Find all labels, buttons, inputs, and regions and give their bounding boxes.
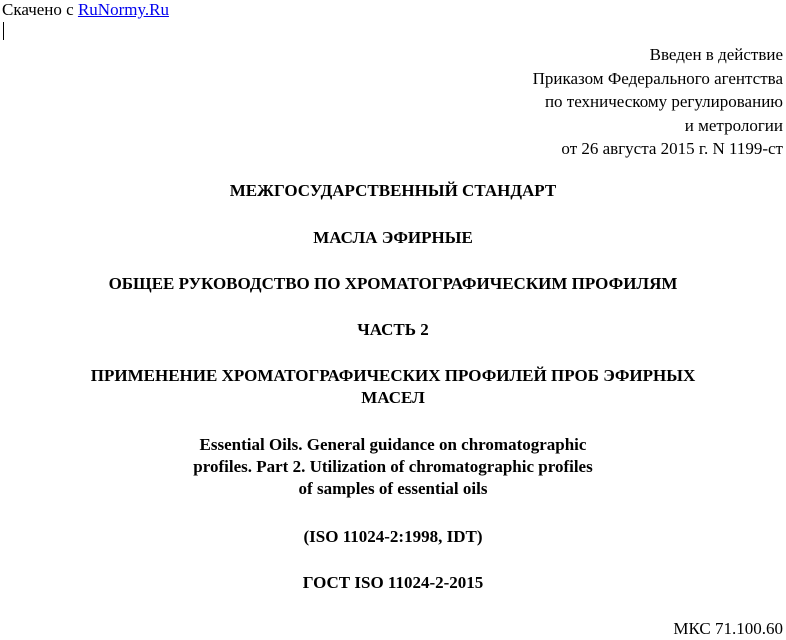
download-source-line <box>2 0 169 20</box>
application-heading <box>0 365 786 409</box>
approval-line: Введен в действие <box>649 45 783 64</box>
download-prefix: Скачено с <box>2 0 78 19</box>
english-title-line: of samples of essential oils <box>298 479 488 498</box>
approval-block <box>533 43 783 161</box>
guidance-heading: ОБЩЕЕ РУКОВОДСТВО ПО ХРОМАТОГРАФИЧЕСКИМ ПРОФИЛЯМ <box>108 274 678 293</box>
text-cursor <box>3 22 4 40</box>
runormy-link[interactable]: RuNormy.Ru <box>77 0 169 19</box>
subject-heading: МАСЛА ЭФИРНЫЕ <box>313 228 473 247</box>
approval-line: от 26 августа 2015 г. N 1199-ст <box>561 139 783 158</box>
standard-type-heading: МЕЖГОСУДАРСТВЕННЫЙ СТАНДАРТ <box>229 181 557 200</box>
application-heading-line: МАСЕЛ <box>361 388 425 407</box>
approval-line: Приказом Федерального агентства <box>532 68 783 88</box>
english-title <box>0 434 786 500</box>
mks-code: МКС 71.100.60 <box>673 619 783 638</box>
english-title-line: Essential Oils. General guidance on chromatographic <box>199 435 587 454</box>
english-title-line: profiles. Part 2. Utilization of chromatographic profiles <box>193 457 593 476</box>
approval-line: и метрологии <box>684 115 783 135</box>
iso-reference: (ISO 11024-2:1998, IDT) <box>303 527 483 546</box>
gost-designation: ГОСТ ISO 11024-2-2015 <box>302 573 484 592</box>
application-heading-line: ПРИМЕНЕНИЕ ХРОМАТОГРАФИЧЕСКИХ ПРОФИЛЕЙ ПРОБ ЭФИРНЫХ <box>90 366 696 385</box>
part-heading: ЧАСТЬ 2 <box>357 320 429 339</box>
approval-line: по техническому регулированию <box>544 92 783 111</box>
